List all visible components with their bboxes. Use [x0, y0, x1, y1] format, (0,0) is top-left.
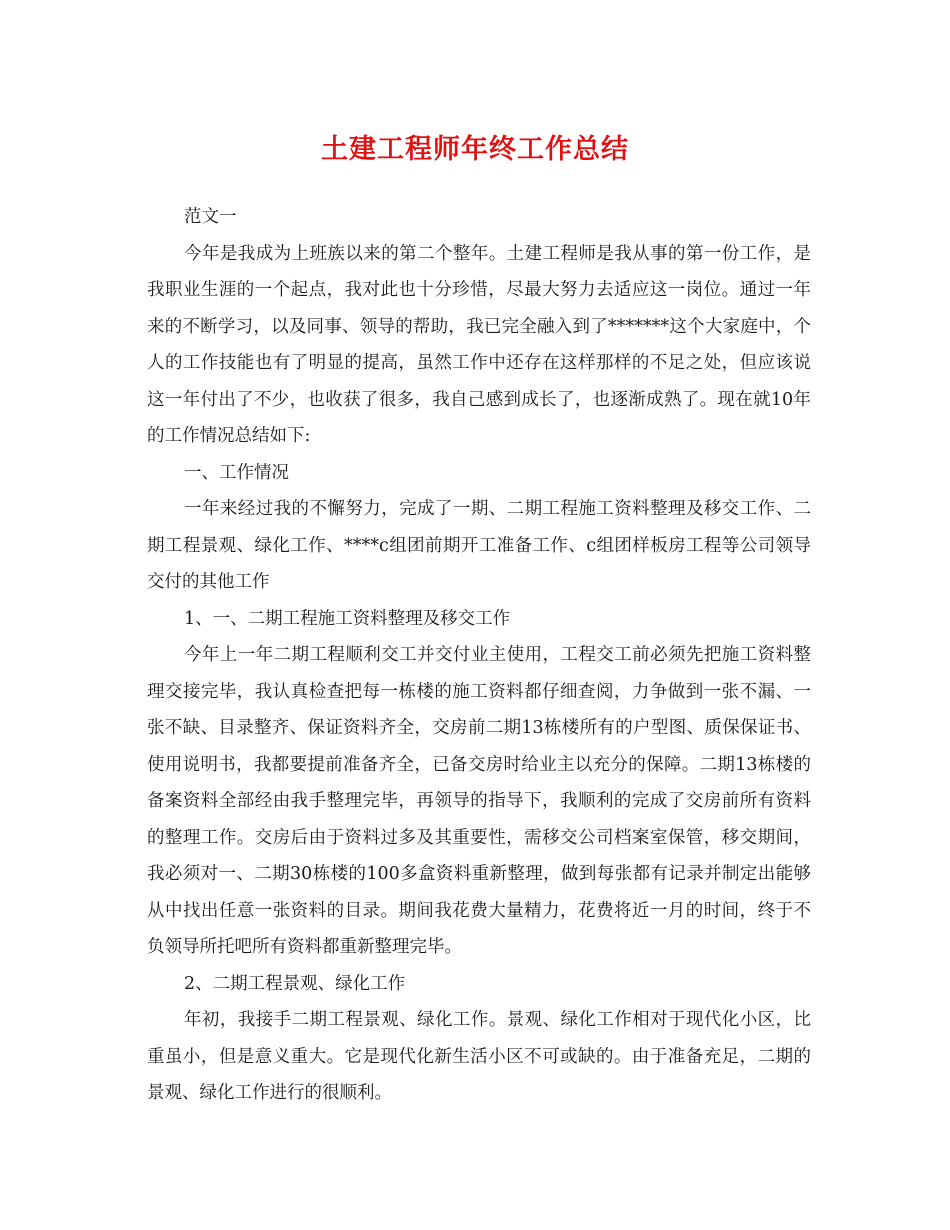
- subheading-document-handover: 1、一、二期工程施工资料整理及移交工作: [184, 608, 511, 629]
- paragraph-document-handover: 今年上一年二期工程顺利交工并交付业主使用，工程交工前必须先把施工资料整理交接完毕，我认真检查把每一栋楼的施工资料都仔细查阅，力争做到一张不漏、一张不缺、目录整齐、保证资料齐全，交房前二期13栋楼所有的户型图、质保保证书、使用说明书，我都要提前准备齐全，已备交房时给业主以充分的保障。二期13栋楼的备案资料全部经由我手整理完毕，再领导的指导下，我顺利的完成了交房前所有资料的整理工作。交房后由于资料过多及其重要性，需移交公司档案室保管，移交期间，我必须对一、二期30栋楼的100多盒资料重新整理，做到每张都有记录并制定出能够从中找出任意一张资料的目录。期间我花费大量精力，花费将近一月的时间，终于不负领导所托吧所有资料都重新整理完毕。: [147, 645, 811, 957]
- document-title: 土建工程师年终工作总结: [321, 134, 629, 165]
- paragraph-intro: 今年是我成为上班族以来的第二个整年。土建工程师是我从事的第一份工作，是我职业生涯的一个起点，我对此也十分珍惜，尽最大努力去适应这一岗位。通过一年来的不断学习，以及同事、领导的帮助，我已完全融入到了*******这个大家庭中，个人的工作技能也有了明显的提高，虽然工作中还存在这样那样的不足之处，但应该说这一年付出了不少，也收获了很多，我自己感到成长了，也逐渐成熟了。现在就10年的工作情况总结如下:: [147, 243, 811, 446]
- subheading-landscaping: 2、二期工程景观、绿化工作: [184, 973, 406, 994]
- paragraph-work-summary: 一年来经过我的不懈努力，完成了一期、二期工程施工资料整理及移交工作、二期工程景观、绿化工作、****c组团前期开工准备工作、c组团样板房工程等公司领导交付的其他工作: [147, 499, 811, 592]
- document-body: [147, 199, 811, 1112]
- section-heading-work-status: 一、工作情况: [184, 462, 289, 483]
- section-label: 范文一: [184, 207, 237, 227]
- paragraph-landscaping: 年初，我接手二期工程景观、绿化工作。景观、绿化工作相对于现代化小区，比重虽小，但是意义重大。它是现代化新生活小区不可或缺的。由于准备充足，二期的景观、绿化工作进行的很顺利。: [147, 1010, 811, 1103]
